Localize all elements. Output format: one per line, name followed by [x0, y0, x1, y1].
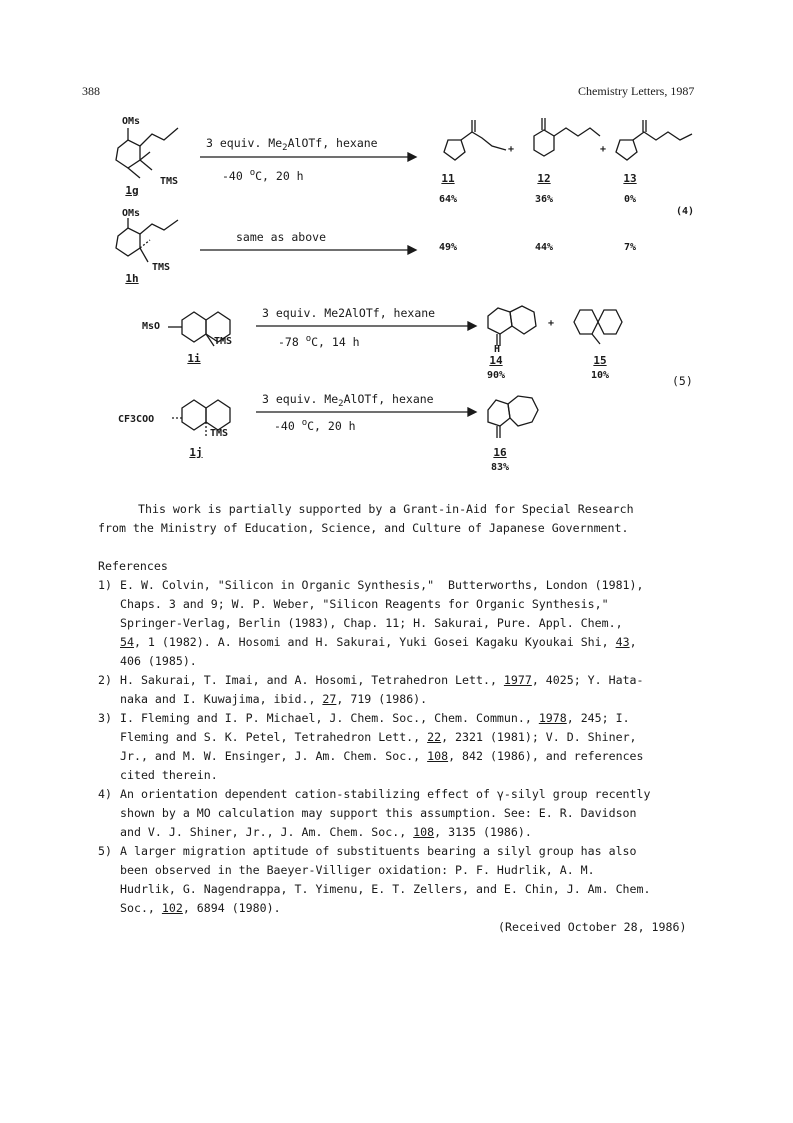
sm-1i-tms: TMS [214, 336, 233, 347]
plus-sign: + [600, 144, 607, 155]
row1-reagent: 3 equiv. $Me_2AlOTf$, hexane [206, 136, 378, 153]
reference-line: 406 (1985). [120, 654, 197, 668]
yield-12-row2: 44% [534, 242, 554, 253]
row4-condition: -40 $^o$C, 20 h [274, 418, 356, 433]
yield-15: 10% [590, 370, 610, 381]
references-heading: References [98, 559, 168, 573]
reference-line: cited therein. [120, 768, 218, 782]
structure-12 [534, 118, 600, 156]
structure-14 [488, 306, 536, 346]
yield-12-row1: 36% [534, 194, 554, 205]
reference-line: and V. J. Shiner, Jr., J. Am. Chem. Soc., 108, 3135 (1986). [120, 825, 532, 839]
yield-14: 90% [486, 370, 506, 381]
page-number: 388 [82, 84, 100, 98]
reference-line: Chaps. 3 and 9; W. P. Weber, "Silicon Reagents for Organic Synthesis," [120, 597, 609, 611]
sm-1g-tms: TMS [160, 176, 179, 187]
sm-1h-tms: TMS [152, 262, 171, 273]
reference-number: 2) [98, 673, 112, 687]
reaction-scheme [0, 0, 793, 500]
product-15-label: 15 [593, 354, 607, 367]
sm-1i-mso: MsO [142, 321, 161, 332]
acknowledgment-line-2: from the Ministry of Education, Science, and Culture of Japanese Government. [98, 521, 629, 535]
product-12-label: 12 [537, 172, 551, 185]
sm-1g-oms: OMs [122, 116, 141, 127]
reference-line: Jr., and M. W. Ensinger, J. Am. Chem. Soc., 108, 842 (1986), and references [120, 749, 644, 763]
reference-line: An orientation dependent cation-stabilizing effect of γ-silyl group recently [120, 787, 651, 801]
reference-line: been observed in the Baeyer-Villiger oxidation: P. F. Hudrlik, A. M. [120, 863, 595, 877]
acknowledgment-line-1: This work is partially supported by a Grant-in-Aid for Special Research [138, 502, 634, 516]
sm-1j-cf3coo: CF3COO [118, 414, 155, 425]
reference-line: A larger migration aptitude of substituents bearing a silyl group has also [120, 844, 637, 858]
plus-sign: + [508, 144, 515, 155]
row4-reagent: 3 equiv. $Me_2AlOTf$, hexane [262, 392, 434, 409]
reference-line: H. Sakurai, T. Imai, and A. Hosomi, Tetrahedron Lett., 1977, 4025; Y. Hata- [120, 673, 644, 687]
structure-1h [116, 218, 178, 262]
sm-1j-label: 1j [189, 446, 203, 459]
row2-condition: same as above [236, 230, 327, 244]
equation-number-4: (4) [676, 206, 695, 217]
plus-sign: + [548, 318, 555, 329]
product-13-label: 13 [623, 172, 637, 185]
reference-line: shown by a MO calculation may support this assumption. See: E. R. Davidson [120, 806, 637, 820]
product-14-label: 14 [489, 354, 503, 367]
reference-number: 5) [98, 844, 112, 858]
row1-condition: -40 $^o$C, 20 h [222, 168, 304, 183]
reference-line: Hudrlik, G. Nagendrappa, T. Yimenu, E. T. Zellers, and E. Chin, J. Am. Chem. [120, 882, 651, 896]
hydrogen-label: H [494, 344, 501, 355]
yield-11-row2: 49% [438, 242, 458, 253]
structure-13 [616, 120, 692, 160]
yield-13-row2: 7% [623, 242, 637, 253]
yield-13-row1: 0% [623, 194, 637, 205]
reference-line: 54, 1 (1982). A. Hosomi and H. Sakurai, Yuki Gosei Kagaku Kyoukai Shi, 43, [120, 635, 637, 649]
reference-number: 4) [98, 787, 112, 801]
received-date: (Received October 28, 1986) [498, 920, 687, 934]
structure-1g [116, 128, 178, 178]
reference-line: I. Fleming and I. P. Michael, J. Chem. Soc., Chem. Commun., 1978, 245; I. [120, 711, 630, 725]
sm-1i-label: 1i [187, 352, 201, 365]
sm-1h-label: 1h [125, 272, 139, 285]
sm-1j-tms: TMS [210, 428, 229, 439]
reference-line: Springer-Verlag, Berlin (1983), Chap. 11; H. Sakurai, Pure. Appl. Chem., [120, 616, 623, 630]
yield-11-row1: 64% [438, 194, 458, 205]
row3-reagent: 3 equiv. Me2AlOTf, hexane [262, 306, 436, 320]
reference-line: Soc., 102, 6894 (1980). [120, 901, 281, 915]
reference-line: E. W. Colvin, "Silicon in Organic Synthesis," Butterworths, London (1981), [120, 578, 644, 592]
structure-15 [574, 310, 622, 344]
product-11-label: 11 [441, 172, 455, 185]
reference-number: 1) [98, 578, 112, 592]
sm-1g-label: 1g [125, 184, 139, 197]
yield-16: 83% [490, 462, 510, 473]
structure-16 [488, 396, 538, 438]
product-16-label: 16 [493, 446, 507, 459]
structure-11 [444, 120, 506, 160]
equation-number-5: (5) [672, 374, 693, 388]
sm-1h-oms: OMs [122, 208, 141, 219]
reference-line: naka and I. Kuwajima, ibid., 27, 719 (1986). [120, 692, 428, 706]
reference-line: Fleming and S. K. Petel, Tetrahedron Lett., 22, 2321 (1981); V. D. Shiner, [120, 730, 637, 744]
row3-condition: -78 $^o$C, 14 h [278, 334, 360, 349]
reference-number: 3) [98, 711, 112, 725]
journal-title: Chemistry Letters, 1987 [578, 84, 695, 98]
